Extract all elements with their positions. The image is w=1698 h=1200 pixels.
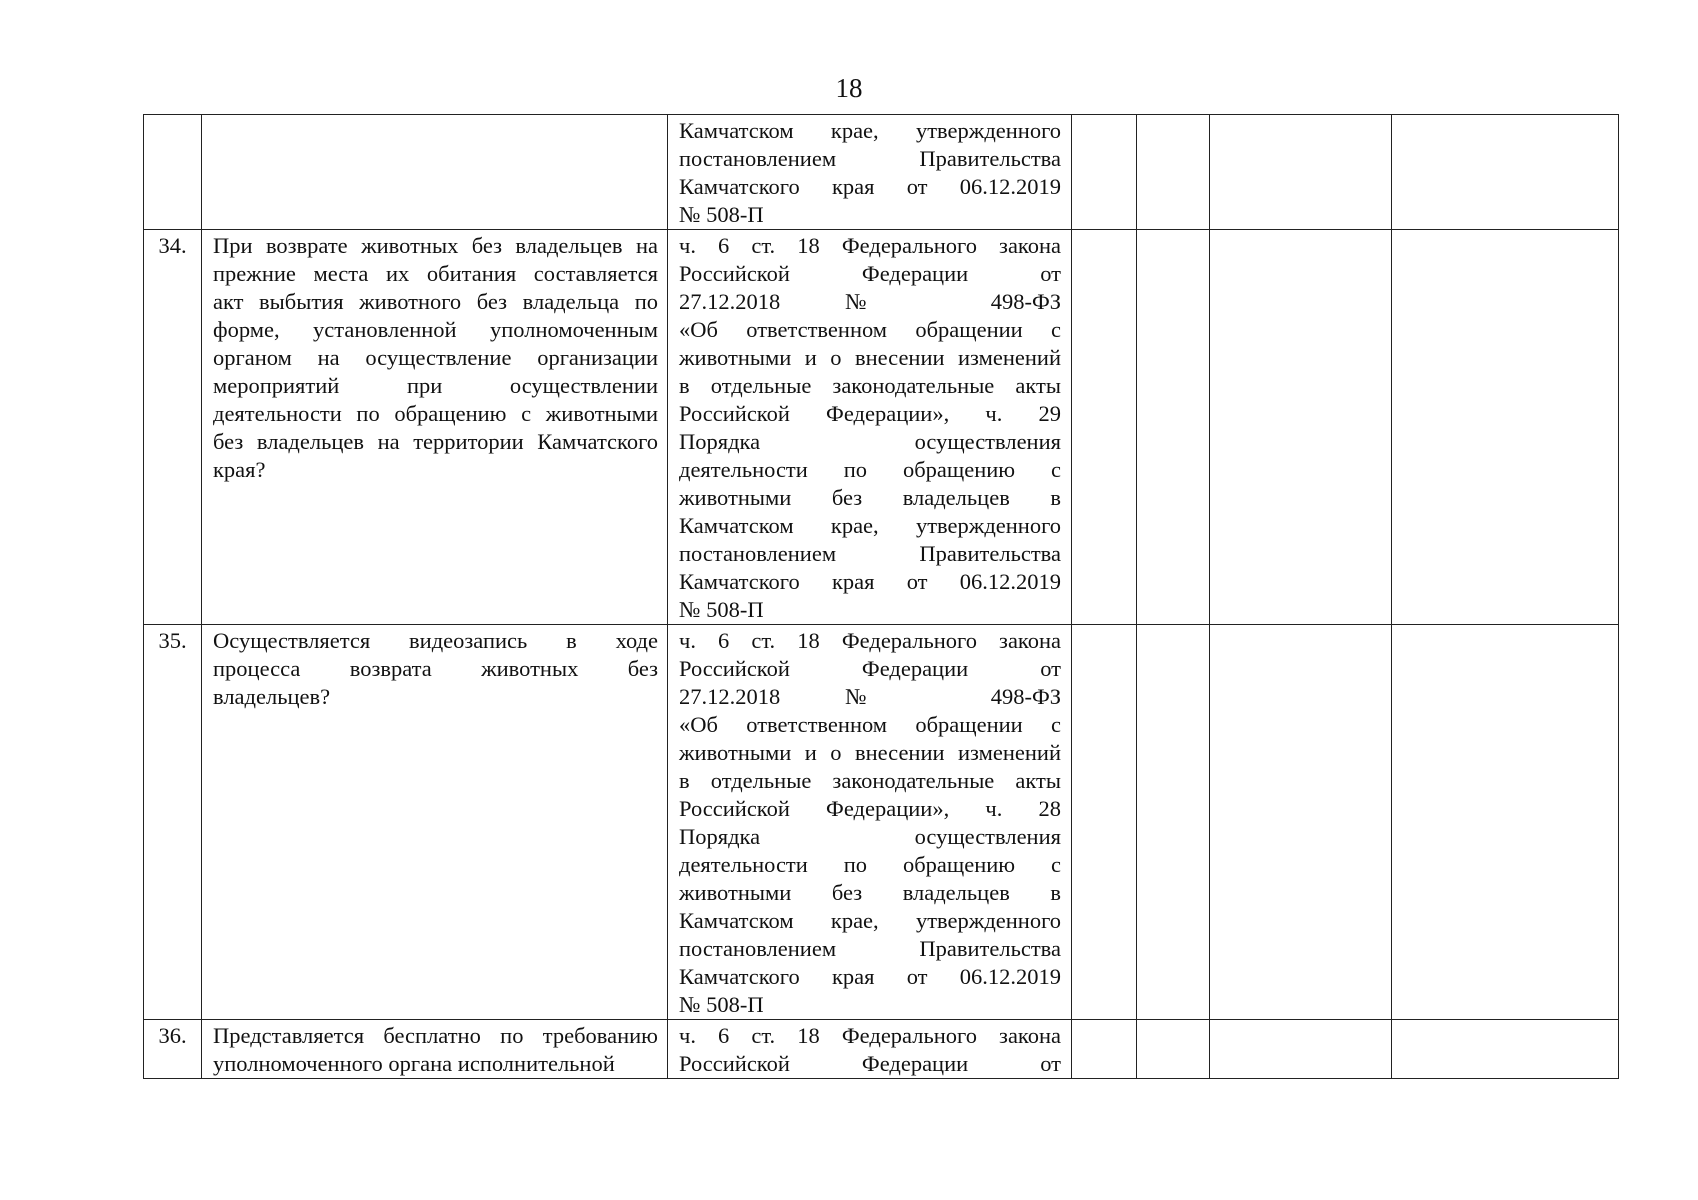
legal-reference-cell — [668, 1020, 1072, 1079]
row-number: 34. — [144, 230, 202, 625]
reference-line: Камчатского края от 06.12.2019 — [679, 964, 1061, 989]
question-line: уполномоченного органа исполнительной — [213, 1051, 615, 1076]
reference-line: ч. 6 ст. 18 Федерального закона — [679, 628, 1061, 653]
legal-reference-cell — [668, 115, 1072, 230]
answer-na-cell — [1210, 230, 1392, 625]
question-line: органом на осуществление организации — [213, 345, 658, 370]
question-line: форме, установленной уполномоченным — [213, 317, 658, 342]
answer-no-cell — [1137, 230, 1210, 625]
reference-line: животными и о внесении изменений — [679, 740, 1061, 765]
reference-line: деятельности по обращению с — [679, 852, 1061, 877]
question-line: процесса возврата животных без — [213, 656, 658, 681]
reference-line: Российской Федерации», ч. 29 — [679, 401, 1061, 426]
reference-line: Порядка осуществления — [679, 429, 1061, 454]
reference-line: Российской Федерации от — [679, 261, 1061, 286]
reference-line: Камчатском крае, утвержденного — [679, 118, 1061, 143]
table-row — [144, 625, 1619, 1020]
row-number: 36. — [144, 1020, 202, 1079]
question-line: акт выбытия животного без владельца по — [213, 289, 658, 314]
reference-line: в отдельные законодательные акты — [679, 768, 1061, 793]
reference-line: животными без владельцев в — [679, 485, 1061, 510]
legal-reference-cell — [668, 230, 1072, 625]
reference-line: животными и о внесении изменений — [679, 345, 1061, 370]
question-line: деятельности по обращению с животными — [213, 401, 658, 426]
answer-no-cell — [1137, 115, 1210, 230]
reference-line: 27.12.2018 № 498-ФЗ — [679, 289, 1061, 314]
row-number: 35. — [144, 625, 202, 1020]
reference-line: Российской Федерации от — [679, 1051, 1061, 1076]
page-number: 18 — [835, 73, 863, 103]
comment-cell — [1392, 1020, 1619, 1079]
reference-line: № 508-П — [679, 202, 764, 227]
comment-cell — [1392, 625, 1619, 1020]
reference-line: в отдельные законодательные акты — [679, 373, 1061, 398]
reference-line: Камчатском крае, утвержденного — [679, 908, 1061, 933]
reference-line: постановлением Правительства — [679, 936, 1061, 961]
requirement-question-cell — [202, 1020, 668, 1079]
row-number — [144, 115, 202, 230]
table-row — [144, 115, 1619, 230]
legal-reference-cell — [668, 625, 1072, 1020]
answer-yes-cell — [1072, 230, 1137, 625]
requirement-question-cell — [202, 115, 668, 230]
reference-line: № 508-П — [679, 597, 764, 622]
reference-line: «Об ответственном обращении с — [679, 712, 1061, 737]
reference-line: Камчатском крае, утвержденного — [679, 513, 1061, 538]
reference-line: Российской Федерации от — [679, 656, 1061, 681]
answer-na-cell — [1210, 1020, 1392, 1079]
checklist-table — [143, 114, 1619, 1079]
requirement-question-cell — [202, 625, 668, 1020]
reference-line: постановлением Правительства — [679, 146, 1061, 171]
comment-cell — [1392, 230, 1619, 625]
answer-yes-cell — [1072, 115, 1137, 230]
question-line: Представляется бесплатно по требованию — [213, 1023, 658, 1048]
reference-line: Порядка осуществления — [679, 824, 1061, 849]
reference-line: 27.12.2018 № 498-ФЗ — [679, 684, 1061, 709]
question-line: Осуществляется видеозапись в ходе — [213, 628, 658, 653]
reference-line: Камчатского края от 06.12.2019 — [679, 174, 1061, 199]
reference-line: ч. 6 ст. 18 Федерального закона — [679, 1023, 1061, 1048]
answer-no-cell — [1137, 1020, 1210, 1079]
question-line: владельцев? — [213, 684, 331, 709]
requirement-question-cell — [202, 230, 668, 625]
answer-no-cell — [1137, 625, 1210, 1020]
reference-line: деятельности по обращению с — [679, 457, 1061, 482]
answer-na-cell — [1210, 115, 1392, 230]
reference-line: постановлением Правительства — [679, 541, 1061, 566]
answer-yes-cell — [1072, 1020, 1137, 1079]
table-body — [144, 115, 1619, 1079]
question-line: прежние места их обитания составляется — [213, 261, 658, 286]
answer-yes-cell — [1072, 625, 1137, 1020]
reference-line: «Об ответственном обращении с — [679, 317, 1061, 342]
question-line: При возврате животных без владельцев на — [213, 233, 658, 258]
question-line: края? — [213, 457, 266, 482]
comment-cell — [1392, 115, 1619, 230]
reference-line: животными без владельцев в — [679, 880, 1061, 905]
table-row — [144, 230, 1619, 625]
question-line: мероприятий при осуществлении — [213, 373, 658, 398]
table-row — [144, 1020, 1619, 1079]
reference-line: ч. 6 ст. 18 Федерального закона — [679, 233, 1061, 258]
reference-line: Российской Федерации», ч. 28 — [679, 796, 1061, 821]
reference-line: Камчатского края от 06.12.2019 — [679, 569, 1061, 594]
question-line: без владельцев на территории Камчатского — [213, 429, 658, 454]
answer-na-cell — [1210, 625, 1392, 1020]
reference-line: № 508-П — [679, 992, 764, 1017]
